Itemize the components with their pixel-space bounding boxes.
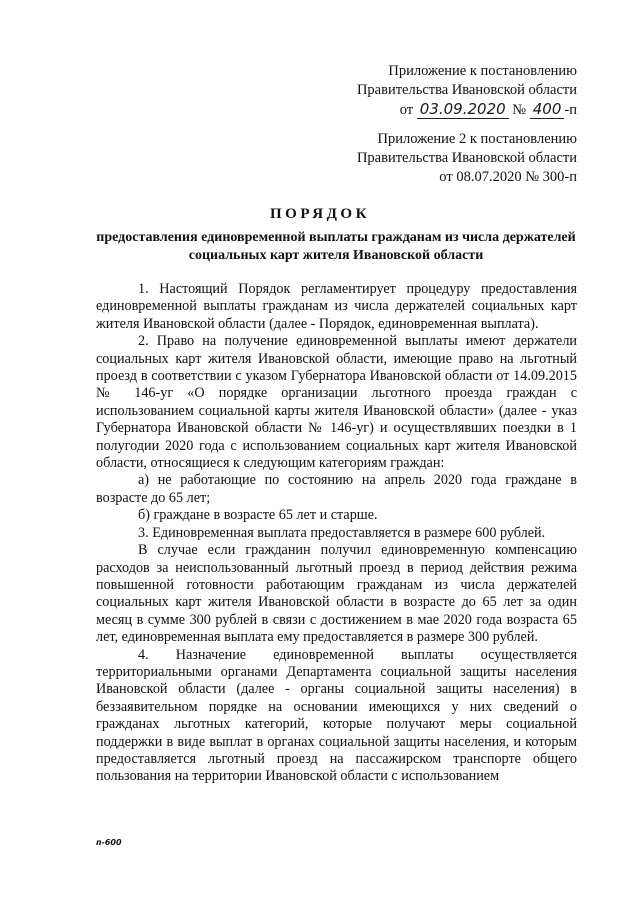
number-label: № [512,102,527,118]
document-body [96,281,577,786]
appendix-line-3 [247,100,577,120]
appendix2-line-3: от 08.07.2020 № 300-п [439,169,577,185]
paragraph-4: 4. Назначение единовременной выплаты осуществляется территориальными органами Департамента социальной защиты населения Ивановской области (далее - органы социальной защиты населения) в беззаявительном порядке на основании имеющихся у них сведений о гражданах льготных категорий, которые получают меры социальной поддержки в виде выплат в органах социальной защиты населения, и которым предоставляется льготный проезд на пассажирском транспорте общего пользования на территории Ивановской области с использованием [96,646,577,785]
footer-mark: п-600 [96,838,122,847]
paragraph-3-note: В случае если гражданин получил единовременную компенсацию расходов за неиспользованный льготный проезд в период действия режима повышенной готовности работающим гражданам из числа держателей социальных карт жителя Ивановской области в возрасте до 65 лет за один месяц в сумме 300 рублей в связи с достижением в мае 2020 года возраста 65 лет, единовременная выплата ему предоставляется в размере 300 рублей. [96,542,577,646]
appendix-line-2: Правительства Ивановской области [356,82,577,98]
paragraph-2b: б) граждане в возрасте 65 лет и старше. [138,507,378,524]
number-suffix: -п [564,102,577,118]
document-subtitle: предоставления единовременной выплаты гражданам из числа держателей социальных карт жителя Ивановской области [96,230,576,263]
appendix-header [247,62,577,120]
appendix-2-header [247,130,577,187]
paragraph-2: 2. Право на получение единовременной выплаты имеют держатели социальных карт жителя Ивановской области, имеющие право на льготный проезд в соответствии с указом Губернатора Ивановской области от 14.09.2015 № 146-уг «О порядке организации льготного проезда граждан с использованием социальной карты жителя Ивановской области» (далее - указ Губернатора Ивановской области № 146-уг) и осуществлявших поездки в 1 полугодии 2020 года с использованием социальных карт жителя Ивановской области, относящиеся к следующим категориям граждан: [96,333,577,472]
from-label: от [399,102,414,118]
appendix2-line-2: Правительства Ивановской области [356,150,577,166]
paragraph-3: 3. Единовременная выплата предоставляется в размере 600 рублей. [138,524,546,541]
appendix2-line-1: Приложение 2 к постановлению [377,131,577,147]
paragraph-2a: а) не работающие по состоянию на апрель 2020 года граждане в возрасте до 65 лет; [96,472,577,506]
handwritten-number: 400 [530,100,565,119]
paragraph-1: 1. Настоящий Порядок регламентирует процедуру предоставления единовременной выплаты гражданам из числа держателей социальных карт жителя Ивановской области (далее - Порядок, единовременная выплата). [96,281,577,332]
document-title: ПОРЯДОК [270,206,370,222]
appendix-line-1: Приложение к постановлению [388,63,577,79]
handwritten-date: 03.09.2020 [417,100,509,119]
